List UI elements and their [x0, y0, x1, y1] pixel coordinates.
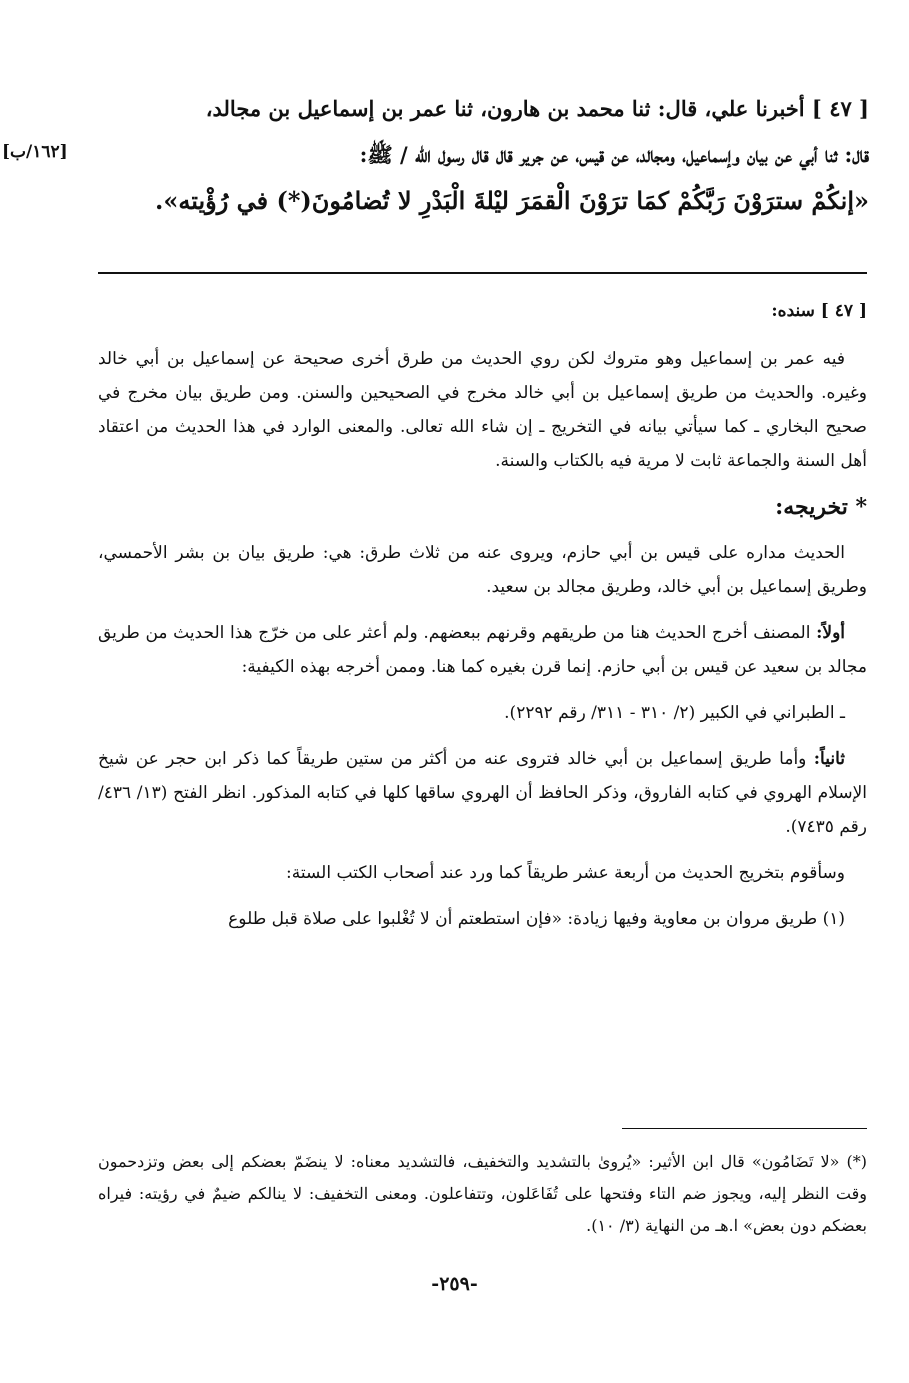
footnote-text: (*) «لا تَضَامُون» قال ابن الأثير: «يُروىٰ بالتشديد والتخفيف، فالتشديد معناه: لا ينضَمّ بعضكم إلى بعض وتزدحمون وقت النظر إليه، ويجوز ضم التاء وفتحها على تُفَاعَلون، وتتفاعلون. ومعنى التخفيف: لا ينالكم ضيمٌ في رؤيته: فيراه بعضكم دون بعض» ا.هـ من النهاية (٣/ ١٠). [98, 1152, 868, 1235]
hadith-text [88, 86, 869, 224]
takhrij-intro-paragraph: الحديث مداره على قيس بن أبي حازم، ويروى عنه من ثلاث طرق: هي: طريق بيان بن بشر الأحمسي، وطريق إسماعيل بن أبي خالد، وطريق مجالد بن سعيد. [98, 543, 867, 597]
sanad-heading: [ ٤٧ ] سنده: [771, 301, 867, 321]
hadith-matn: «إنكُمْ سترَوْنَ رَبَّكُمْ كمَا ترَوْنَ الْقمَرَ ليْلةَ الْبَدْرِ لا تُضامُونَ(*) في رُؤْيته». [155, 186, 869, 215]
footnote-divider [622, 1128, 867, 1129]
footnote [98, 1146, 867, 1242]
page-number: -٢٥٩- [431, 1273, 478, 1295]
tabarani-reference: ـ الطبراني في الكبير (٢/ ٣١٠ - ٣١١/ رقم ٢٢٩٢). [504, 703, 845, 723]
second-route-text: وأما طريق إسماعيل بن أبي خالد فتروى عنه من أكثر من ستين طريقاً كما ذكر ابن حجر عن شيخ الإسلام الهروي في كتابه الفاروق، وذكر الحافظ أن الهروي ساقها كلها في كتابه المذكور. انظر الفتح (١٣/ ٤٣٦/ رقم ٧٤٣٥). [98, 749, 867, 837]
section-divider [98, 272, 867, 274]
manuscript-folio-marker: [١٦٢/ب] [2, 142, 68, 162]
second-route-label: ثانياً: [813, 749, 846, 769]
hadith-isnad-line-1: [ ٤٧ ] أخبرنا علي، قال: ثنا محمد بن هارون، ثنا عمر بن إسماعيل بن مجالد، [205, 96, 869, 121]
commentary [98, 290, 867, 948]
takhrij-heading: * تخريجه: [775, 494, 867, 520]
second-route-paragraph [98, 742, 867, 844]
hadith-isnad-line-2: قال: ثنا أبي عن بيان وإسماعيل، ومجالد، عن قيس، عن جرير قال قال رسول الله / ﷺ: [359, 142, 869, 167]
takhrij-plan-paragraph: وسأقوم بتخريج الحديث من أربعة عشر طريقاً كما ورد عند أصحاب الكتب الستة: [286, 863, 845, 883]
route-item-1: (١) طريق مروان بن معاوية وفيها زيادة: «فإن استطعتم أن لا تُغْلبوا على صلاة قبل طلوع [228, 909, 845, 929]
sanad-paragraph: فيه عمر بن إسماعيل وهو متروك لكن روي الحديث من طرق أخرى صحيحة عن إسماعيل بن أبي خالد وغيره. والحديث من طريق إسماعيل بن أبي خالد مخرج في الصحيحين والسنن. ومن طريق بيان مخرج في صحيح البخاري ـ كما سيأتي بيانه في التخريج ـ إن شاء الله تعالى. والمعنى الوارد في هذا الحديث من اعتقاد أهل السنة والجماعة ثابت لا مرية فيه بالكتاب والسنة. [98, 349, 867, 471]
first-route-paragraph [98, 616, 867, 684]
first-route-label: أولاً: [816, 623, 845, 643]
first-route-text: المصنف أخرج الحديث هنا من طريقهم وقرنهم ببعضهم. ولم أعثر على من خرّج هذا الحديث من طريق مجالد بن سعيد عن قيس بن أبي حازم. إنما قرن بغيره كما هنا. وممن أخرجه بهذه الكيفية: [98, 623, 867, 677]
